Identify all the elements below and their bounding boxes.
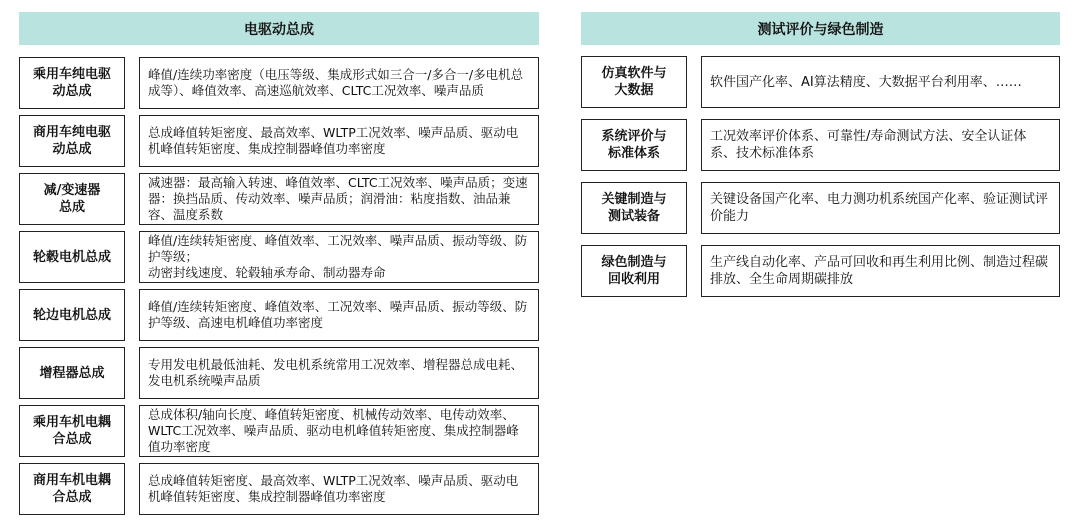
row-commercial-bev-drive xyxy=(19,115,539,167)
row-passenger-bev-drive xyxy=(19,57,539,109)
row-description: 总成峰值转矩密度、最高效率、WLTP工况效率、噪声品质、驱动电机峰值转矩密度、集成控制器峰值功率密度 xyxy=(139,115,539,167)
row-label: 增程器总成 xyxy=(19,347,125,399)
row-description: 峰值/连续功率密度（电压等级、集成形式如三合一/多合一/多电机总成等）、峰值效率、高速巡航效率、CLTC工况效率、噪声品质 xyxy=(139,57,539,109)
row-evaluation-standards xyxy=(581,119,1060,171)
row-simulation-software xyxy=(581,56,1060,108)
row-label: 乘用车机电耦 合总成 xyxy=(19,405,125,457)
row-description: 减速器：最高输入转速、峰值效率、CLTC工况效率、噪声品质；变速器：换挡品质、传动效率、噪声品质；润滑油：粘度指数、油品兼容、温度系数 xyxy=(139,173,539,225)
row-in-wheel-motor xyxy=(19,231,539,283)
row-description: 总成峰值转矩密度、最高效率、WLTP工况效率、噪声品质、驱动电机峰值转矩密度、集成控制器峰值功率密度 xyxy=(139,463,539,515)
row-description: 关键设备国产化率、电力测功机系统国产化率、验证测试评价能力 xyxy=(701,182,1060,234)
row-manufacturing-equipment xyxy=(581,182,1060,234)
left-panel xyxy=(19,12,539,521)
row-description: 峰值/连续转矩密度、峰值效率、工况效率、噪声品质、振动等级、防护等级； 动密封线速度、轮毂轴承寿命、制动器寿命 xyxy=(139,231,539,283)
row-label: 商用车纯电驱 动总成 xyxy=(19,115,125,167)
row-label: 仿真软件与 大数据 xyxy=(581,56,687,108)
row-description: 软件国产化率、AI算法精度、大数据平台利用率、…… xyxy=(701,56,1060,108)
row-label: 减/变速器 总成 xyxy=(19,173,125,225)
row-label: 乘用车纯电驱 动总成 xyxy=(19,57,125,109)
row-description: 总成体积/轴向长度、峰值转矩密度、机械传动效率、电传动效率、WLTC工况效率、噪声品质、驱动电机峰值转矩密度、集成控制器峰值功率密度 xyxy=(139,405,539,457)
row-label: 绿色制造与 回收利用 xyxy=(581,245,687,297)
left-rows xyxy=(19,57,539,515)
row-label: 系统评价与 标准体系 xyxy=(581,119,687,171)
row-description: 生产线自动化率、产品可回收和再生利用比例、制造过程碳排放、全生命周期碳排放 xyxy=(701,245,1060,297)
row-label: 轮边电机总成 xyxy=(19,289,125,341)
right-rows xyxy=(581,56,1060,297)
row-wheel-side-motor xyxy=(19,289,539,341)
row-label: 商用车机电耦 合总成 xyxy=(19,463,125,515)
row-label: 轮毂电机总成 xyxy=(19,231,125,283)
row-gearbox xyxy=(19,173,539,225)
row-label: 关键制造与 测试装备 xyxy=(581,182,687,234)
right-panel-title: 测试评价与绿色制造 xyxy=(581,12,1060,45)
row-commercial-hybrid-coupling xyxy=(19,463,539,515)
row-green-manufacturing xyxy=(581,245,1060,297)
row-description: 专用发电机最低油耗、发电机系统常用工况效率、增程器总成电耗、发电机系统噪声品质 xyxy=(139,347,539,399)
right-panel xyxy=(581,12,1060,308)
left-panel-title: 电驱动总成 xyxy=(19,12,539,45)
row-passenger-hybrid-coupling xyxy=(19,405,539,457)
row-range-extender xyxy=(19,347,539,399)
row-description: 工况效率评价体系、可靠性/寿命测试方法、安全认证体系、技术标准体系 xyxy=(701,119,1060,171)
row-description: 峰值/连续转矩密度、峰值效率、工况效率、噪声品质、振动等级、防护等级、高速电机峰值功率密度 xyxy=(139,289,539,341)
